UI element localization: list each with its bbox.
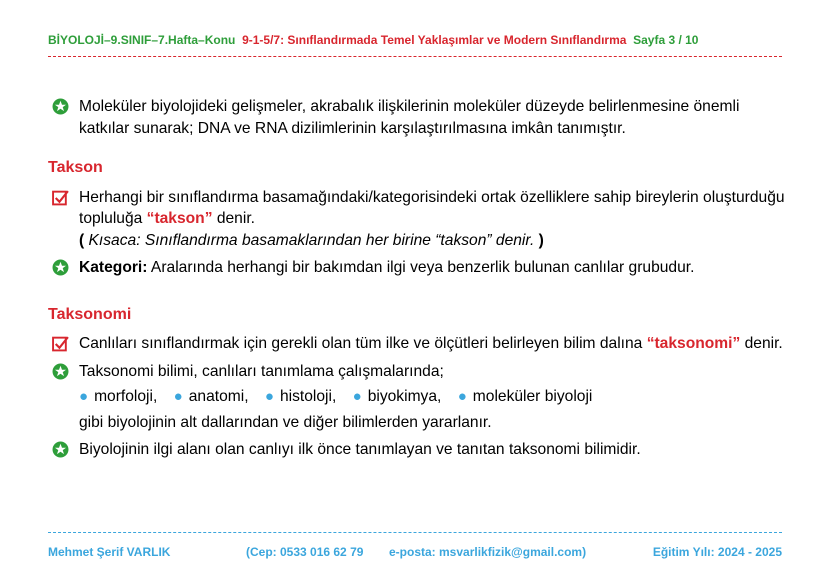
red-checkbox-icon bbox=[52, 189, 69, 206]
green-star-icon bbox=[52, 98, 69, 115]
takson-note-close: ) bbox=[534, 231, 544, 249]
branch-item: ● morfoloji, bbox=[79, 388, 158, 405]
green-star-icon bbox=[52, 363, 69, 380]
branch-item: ● biyokimya, bbox=[352, 388, 442, 405]
kategori-item bbox=[48, 257, 793, 279]
bullet-dot-icon: ● bbox=[264, 388, 274, 405]
green-star-icon bbox=[52, 441, 69, 458]
taksonomi-after: gibi biyolojinin alt dallarından ve diğer bilimlerden yararlanır. bbox=[79, 413, 492, 431]
section-title-takson: Takson bbox=[48, 159, 103, 176]
footer-divider bbox=[48, 532, 782, 533]
bullet-dot-icon: ● bbox=[79, 388, 89, 405]
footer-email: e-posta: msvarlikfizik@gmail.com) bbox=[389, 545, 587, 559]
kategori-text: Aralarında herhangi bir bakımdan ilgi veya benzerlik bulunan canlılar grubudur. bbox=[147, 259, 695, 276]
taksonomi-def-pre: Canlıları sınıflandırmak için gerekli olan tüm ilke ve ölçütleri belirleyen bilim dalına bbox=[79, 335, 647, 352]
intro-text: Moleküler biyolojideki gelişmeler, akrabalık ilişkilerinin moleküler düzeyde belirlenmesine önemli katkılar sunarak; DNA ve RNA dizilimlerinin karşılaştırılmasına imkân tanımıştır. bbox=[79, 98, 740, 137]
footer-year: Eğitim Yılı: 2024 - 2025 bbox=[652, 545, 782, 559]
section-title-taksonomi: Taksonomi bbox=[48, 305, 132, 323]
branch-list bbox=[48, 386, 793, 408]
takson-note-text: Kısaca: Sınıflandırma basamaklarından her birine “takson” denir. bbox=[88, 231, 535, 249]
takson-term: “takson” bbox=[146, 210, 213, 227]
branch-item: ● anatomi, bbox=[173, 388, 249, 405]
takson-definition bbox=[48, 187, 793, 252]
red-checkbox-icon bbox=[52, 335, 69, 352]
header-topic: 9-1-5/7: Sınıflandırmada Temel Yaklaşımlar ve Modern Sınıflandırma bbox=[242, 33, 627, 47]
page-header bbox=[48, 33, 698, 47]
footer-author: Mehmet Şerif VARLIK bbox=[48, 545, 171, 559]
taksonomi-definition bbox=[48, 333, 793, 355]
takson-def-post: denir. bbox=[212, 210, 255, 227]
taksonomi-term: “taksonomi” bbox=[646, 335, 741, 352]
taksonomi-intro: Taksonomi bilimi, canlıları tanımlama çalışmalarında; bbox=[79, 362, 444, 380]
bullet-dot-icon: ● bbox=[352, 388, 362, 405]
takson-def-pre: Herhangi bir sınıflandırma basamağındaki/kategorisindeki ortak özelliklere sahip bireylerin oluşturduğu topluluğa bbox=[79, 188, 785, 227]
intro-item bbox=[48, 96, 793, 139]
header-subject: BİYOLOJİ–9.SINIF–7.Hafta–Konu bbox=[48, 33, 236, 47]
takson-note-open: ( bbox=[79, 231, 89, 249]
green-star-icon bbox=[52, 259, 69, 276]
taksonomi-intro-item bbox=[48, 361, 793, 383]
header-page: Sayfa 3 / 10 bbox=[633, 33, 699, 47]
header-divider bbox=[48, 56, 782, 57]
main-content bbox=[48, 96, 793, 461]
footer-phone: (Cep: 0533 016 62 79 bbox=[246, 545, 364, 559]
taksonomi-last-item bbox=[48, 439, 793, 461]
taksonomi-last: Biyolojinin ilgi alanı olan canlıyı ilk önce tanımlayan ve tanıtan taksonomi bilimidir. bbox=[79, 441, 641, 458]
taksonomi-def-post: denir. bbox=[740, 335, 783, 352]
kategori-label: Kategori: bbox=[79, 259, 148, 276]
branch-item: ● histoloji, bbox=[264, 388, 337, 405]
bullet-dot-icon: ● bbox=[173, 388, 183, 405]
bullet-dot-icon: ● bbox=[457, 388, 467, 405]
branch-item: ● moleküler biyoloji bbox=[457, 388, 593, 405]
